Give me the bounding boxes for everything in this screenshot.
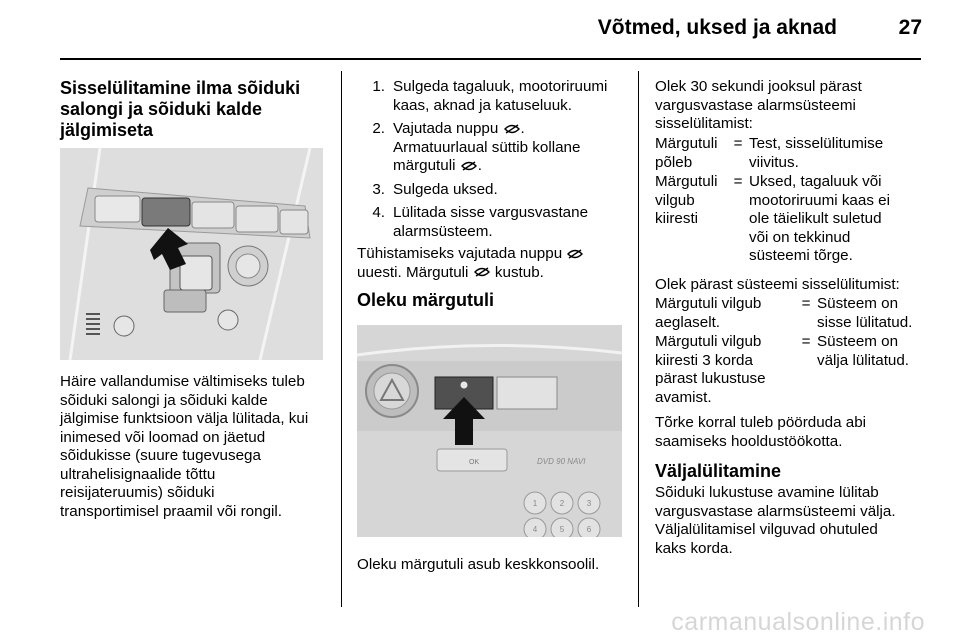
watermark: carmanualsonline.info: [671, 608, 925, 636]
status-indicator-heading: Oleku märgutuli: [357, 290, 495, 310]
key-label: 6: [586, 525, 592, 534]
center-console-illustration: [357, 325, 622, 537]
status-after-heading: Olek pärast süsteemi sisselülitumist:: [655, 276, 900, 293]
alarm-sensor-icon: [473, 267, 491, 277]
key-label: 1: [532, 499, 538, 508]
column-divider-1: [341, 71, 342, 607]
table-row: Märgutuli põleb = Test, sisselülitumise viivitus.: [655, 135, 884, 171]
alarm-sensor-icon: [503, 124, 521, 134]
section-heading: Sisselülitamine ilma sõiduki salongi ja sõiduki kalde jälgimiseta: [60, 78, 301, 140]
key-label: 3: [586, 499, 592, 508]
table-row: Märgutuli vilgub kiiresti = Uksed, tagaluuk või mootoriruumi kaas ei ole täielikult suletud või on tekkinud süsteemi tõrge.: [655, 173, 890, 264]
deactivation-body: Sõiduki lukustuse avamine lülitab vargusvastase alarmsüsteemi välja. Väljalülitamisel vilguvad ohutuled kaks korda.: [655, 484, 896, 557]
status-table-2: [655, 295, 930, 408]
step-1: 1. Sulgeda tagaluuk, mootoriruumi kaas, aknad ja katuseluuk.: [372, 78, 608, 114]
key-label: 2: [559, 499, 565, 508]
page-header-title: Võtmed, uksed ja aknad: [597, 16, 837, 39]
steps-list: [357, 78, 632, 246]
section-body: Häire vallandumise vältimiseks tuleb sõiduki salongi ja sõiduki kalde jälgimise funktsioon välja lülitada, kui inimesed või loomad on jäetud sõidukisse (suure tugevusega ultrahelisignaalide tõttu reisijateruumis) sõiduki transportimisel praamil või rongil.: [60, 373, 309, 520]
ok-label: OK: [469, 459, 480, 466]
table-row: Märgutuli vilgub aeglaselt. = Süsteem on sisse lülitatud.: [655, 295, 913, 331]
alarm-sensor-icon: [460, 161, 478, 171]
roof-console-illustration: [60, 148, 323, 360]
key-label: 5: [559, 525, 565, 534]
status-intro: Olek 30 sekundi jooksul pärast vargusvastase alarmsüsteemi sisselülitamist:: [655, 78, 862, 132]
key-label: 4: [532, 525, 538, 534]
image-caption: Oleku märgutuli asub keskkonsoolil.: [357, 556, 600, 573]
table-row: Märgutuli vilgub kiiresti 3 korda pärast lukustuse avamist. = Süsteem on välja lülitatud.: [655, 333, 910, 406]
alarm-sensor-icon: [566, 249, 584, 259]
page-number: 27: [898, 16, 922, 39]
step-4: 4. Lülitada sisse vargusvastane alarmsüsteem.: [372, 204, 589, 240]
fault-text: Tõrke korral tuleb pöörduda abi saamiseks hooldustöökotta.: [655, 414, 867, 450]
step-2: 2. Vajutada nuppu . Armatuurlaual süttib kollane märgutuli .: [372, 120, 581, 174]
dvd-label: DVD 90 NAVI: [537, 457, 586, 466]
header-rule: [60, 58, 921, 60]
cancel-text: Tühistamiseks vajutada nuppu uuesti. Märgutuli kustub.: [357, 245, 632, 282]
step-3: 3. Sulgeda uksed.: [372, 180, 498, 198]
column-divider-2: [638, 71, 639, 607]
status-table-1: [655, 135, 930, 267]
deactivation-heading: Väljalülitamine: [655, 461, 782, 481]
